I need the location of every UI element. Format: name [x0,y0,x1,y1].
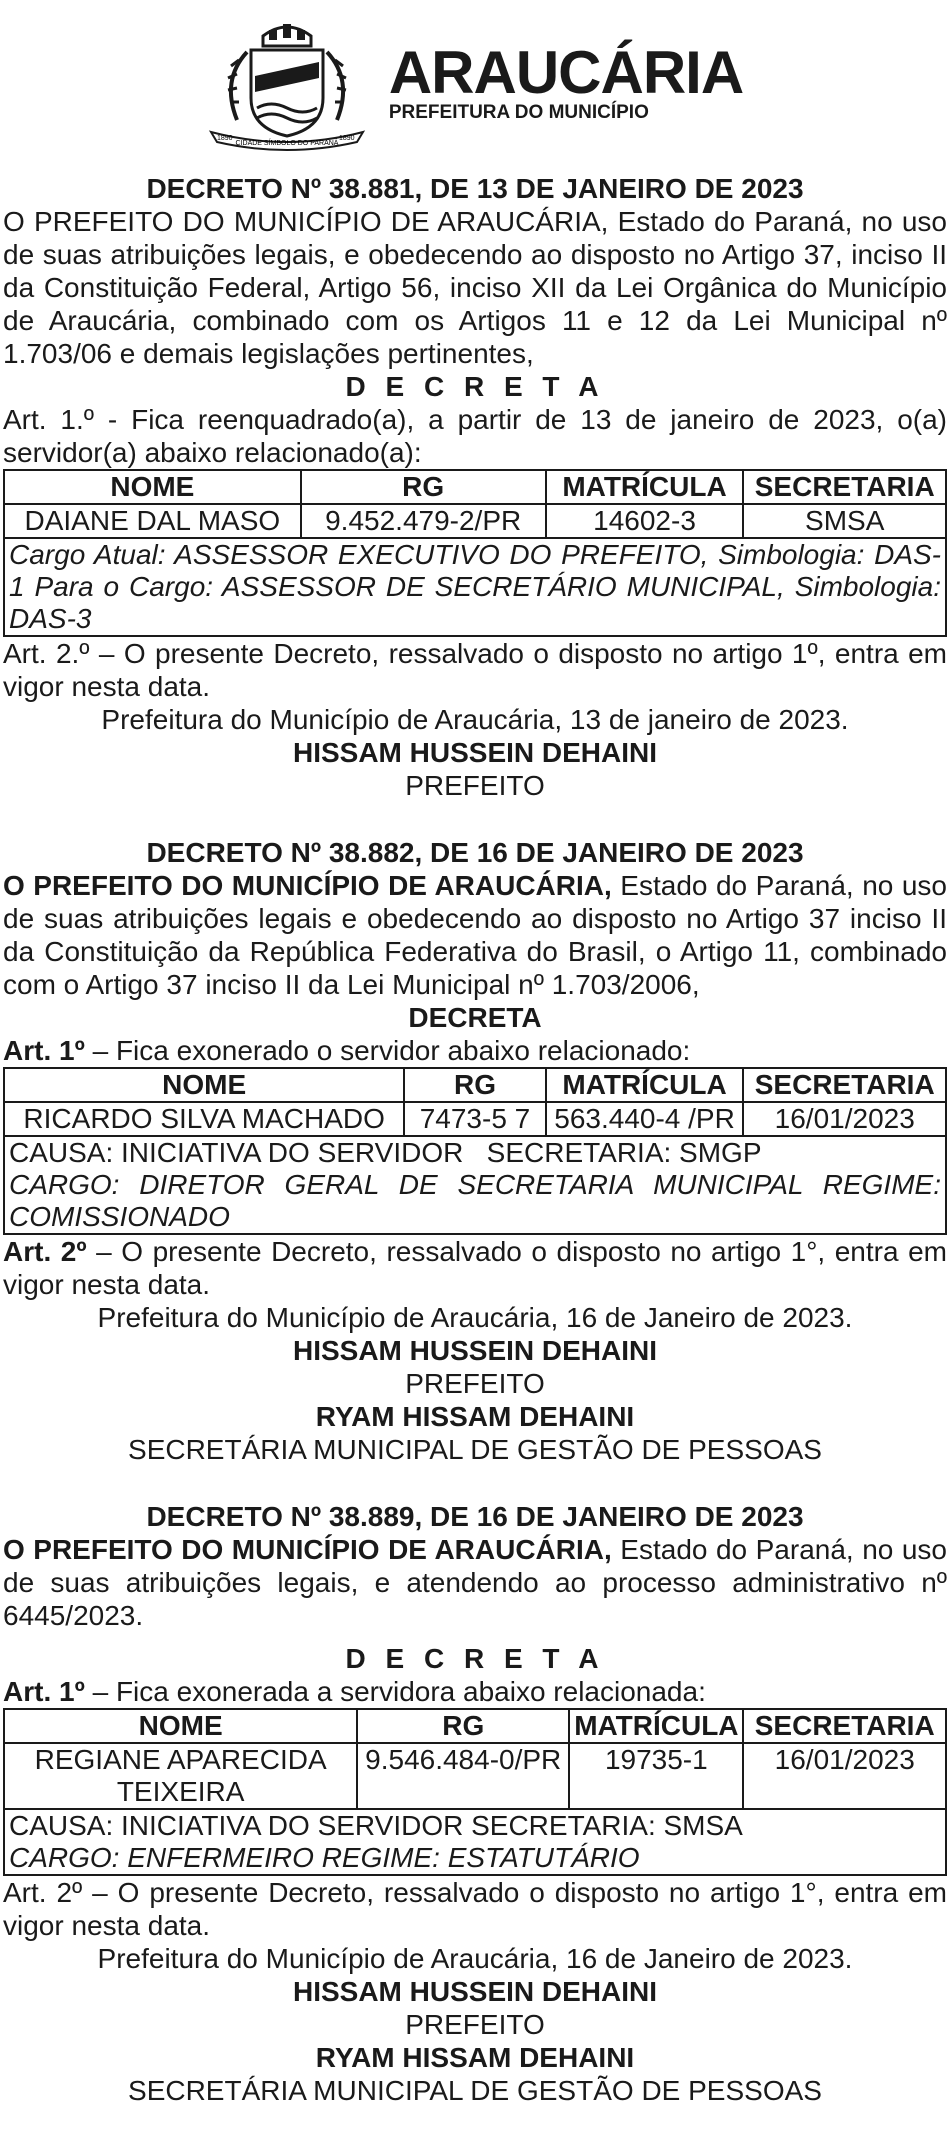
table-note-row [4,1136,946,1234]
decreta-heading: D E C R E T A [345,371,605,402]
decree-title: DECRETO Nº 38.889, DE 16 DE JANEIRO DE 2023 [146,1501,804,1532]
article-1: Art. 1.º - Fica reenquadrado(a), a partir de 13 de janeiro de 2023, o(a) servidor(a) abaixo relacionado(a): [3,404,947,468]
crest-motto: CIDADE SÍMBOLO DO PARANÁ [235,140,339,147]
article-1-text: – Fica exonerada a servidora abaixo relacionada: [84,1676,706,1707]
decree-38889 [3,1500,947,2107]
decreta-heading: DECRETA [408,1002,542,1033]
decree-preamble [3,869,947,1001]
coat-of-arms-icon [207,16,367,152]
col-header-rg: RG [404,1068,545,1102]
article-1 [3,1675,947,1708]
table-header-row [4,1068,946,1102]
table-note-row [4,538,946,636]
table-note-row [4,1809,946,1875]
decree-preamble: O PREFEITO DO MUNICÍPIO DE ARAUCÁRIA, Estado do Paraná, no uso de suas atribuições legais, e obedecendo ao disposto no Artigo 37, inciso II da Constituição Federal, Artigo 56, inciso XII da Lei Orgânica do Município de Araucária, combinado com os Artigos 11 e 12 da Lei Municipal nº 1.703/06 e demais legislações pertinentes, [3,206,947,369]
col-header-nome: NOME [4,1068,404,1102]
article-2 [3,1235,947,1301]
place-date: Prefeitura do Município de Araucária, 13 de janeiro de 2023. [101,704,849,735]
signer-name: HISSAM HUSSEIN DEHAINI [292,737,658,768]
col-header-nome: NOME [4,1709,357,1743]
cause-cargo-cell [4,1136,946,1234]
cell-date: 16/01/2023 [743,1102,946,1136]
cargo-line: CARGO: ENFERMEIRO REGIME: ESTATUTÁRIO [9,1842,640,1873]
cell-nome: REGIANE APARECIDA TEIXEIRA [4,1743,357,1809]
article-1-text: – Fica exonerado o servidor abaixo relacionado: [84,1035,691,1066]
signer2-role: SECRETÁRIA MUNICIPAL DE GESTÃO DE PESSOAS [128,2075,822,2106]
article-1-label: Art. 1º [3,1035,85,1066]
preamble-lead: O PREFEITO DO MUNICÍPIO DE ARAUCÁRIA, [3,1534,612,1565]
col-header-rg: RG [301,470,546,504]
signer2-role: SECRETÁRIA MUNICIPAL DE GESTÃO DE PESSOAS [128,1434,822,1465]
decree-preamble [3,1533,947,1632]
article-2-text: – O presente Decreto, ressalvado o disposto no artigo 1°, entra em vigor nesta data. [3,1236,947,1300]
brand-name: ARAUCÁRIA [388,39,744,106]
place-date: Prefeitura do Município de Araucária, 16 de Janeiro de 2023. [97,1943,853,1974]
col-header-nome: NOME [4,470,301,504]
signer-role: PREFEITO [405,2009,545,2040]
cell-rg: 7473-5 7 [404,1102,545,1136]
article-2: Art. 2º – O presente Decreto, ressalvado o disposto no artigo 1°, entra em vigor nesta data. [3,1877,947,1941]
table-header-row [4,470,946,504]
decreta-heading: D E C R E T A [345,1643,605,1674]
signer2-name: RYAM HISSAM DEHAINI [315,1401,635,1432]
cell-nome: DAIANE DAL MASO [4,504,301,538]
decree-38881 [3,172,947,802]
brand-subtitle: PREFEITURA DO MUNICÍPIO [388,102,649,123]
servant-table [3,1067,947,1235]
signer-name: HISSAM HUSSEIN DEHAINI [292,1335,658,1366]
cargo-line: CARGO: DIRETOR GERAL DE SECRETARIA MUNICIPAL REGIME: COMISSIONADO [9,1169,941,1232]
signer-name: HISSAM HUSSEIN DEHAINI [292,1976,658,2007]
table-header-row [4,1709,946,1743]
table-row [4,1743,946,1809]
article-1 [3,1034,947,1067]
col-header-matricula: MATRÍCULA [569,1709,743,1743]
signer2-name: RYAM HISSAM DEHAINI [315,2042,635,2073]
cell-secretaria: SMSA [743,504,946,538]
decree-38882 [3,836,947,1466]
servant-table [3,1708,947,1876]
col-header-rg: RG [357,1709,569,1743]
col-header-matricula: MATRÍCULA [546,1068,744,1102]
cause-cargo-cell [4,1809,946,1875]
col-header-secretaria: SECRETARIA [743,470,946,504]
servant-table [3,469,947,637]
article-2-label: Art. 2º [3,1236,87,1267]
crest-year-right: 1890 [338,135,355,142]
cell-nome: RICARDO SILVA MACHADO [4,1102,404,1136]
article-2: Art. 2.º – O presente Decreto, ressalvado o disposto no artigo 1º, entra em vigor nesta data. [3,638,947,702]
cell-matricula: 19735-1 [569,1743,743,1809]
cell-matricula: 14602-3 [546,504,744,538]
signer-role: PREFEITO [405,770,545,801]
brand-block [388,39,744,124]
decree-title: DECRETO Nº 38.881, DE 13 DE JANEIRO DE 2023 [146,173,804,204]
table-row [4,504,946,538]
cell-date: 16/01/2023 [743,1743,946,1809]
cell-rg: 9.546.484-0/PR [357,1743,569,1809]
col-header-secretaria: SECRETARIA [743,1068,946,1102]
cell-matricula: 563.440-4 /PR [546,1102,744,1136]
decree-title: DECRETO Nº 38.882, DE 16 DE JANEIRO DE 2023 [146,837,804,868]
crest-year-left: 1890 [216,135,233,142]
cause-line: CAUSA: INICIATIVA DO SERVIDOR SECRETARIA: SMGP [9,1137,762,1168]
signer-role: PREFEITO [405,1368,545,1399]
preamble-text: Estado do Paraná, no uso de suas atribuições legais e obedecendo ao disposto no Artigo 37 inciso II da Constituição da República Federativa do Brasil, o Artigo 11, combinado com o Artigo 37 inciso II da Lei Municipal nº 1.703/2006, [3,870,947,1000]
cause-line: CAUSA: INICIATIVA DO SERVIDOR SECRETARIA: SMSA [9,1810,743,1841]
col-header-matricula: MATRÍCULA [546,470,744,504]
cargo-note: Cargo Atual: ASSESSOR EXECUTIVO DO PREFEITO, Simbologia: DAS-1 Para o Cargo: ASSESSOR DE SECRETÁRIO MUNICIPAL, Simbologia: DAS-3 [4,538,946,636]
col-header-secretaria: SECRETARIA [743,1709,946,1743]
table-row [4,1102,946,1136]
preamble-lead: O PREFEITO DO MUNICÍPIO DE ARAUCÁRIA, [3,870,612,901]
preamble-text: Estado do Paraná, no uso de suas atribuições legais, e atendendo ao processo administrativo nº 6445/2023. [3,1534,947,1631]
page-header [3,16,947,152]
cell-rg: 9.452.479-2/PR [301,504,546,538]
article-1-label: Art. 1º [3,1676,85,1707]
place-date: Prefeitura do Município de Araucária, 16 de Janeiro de 2023. [97,1302,853,1333]
